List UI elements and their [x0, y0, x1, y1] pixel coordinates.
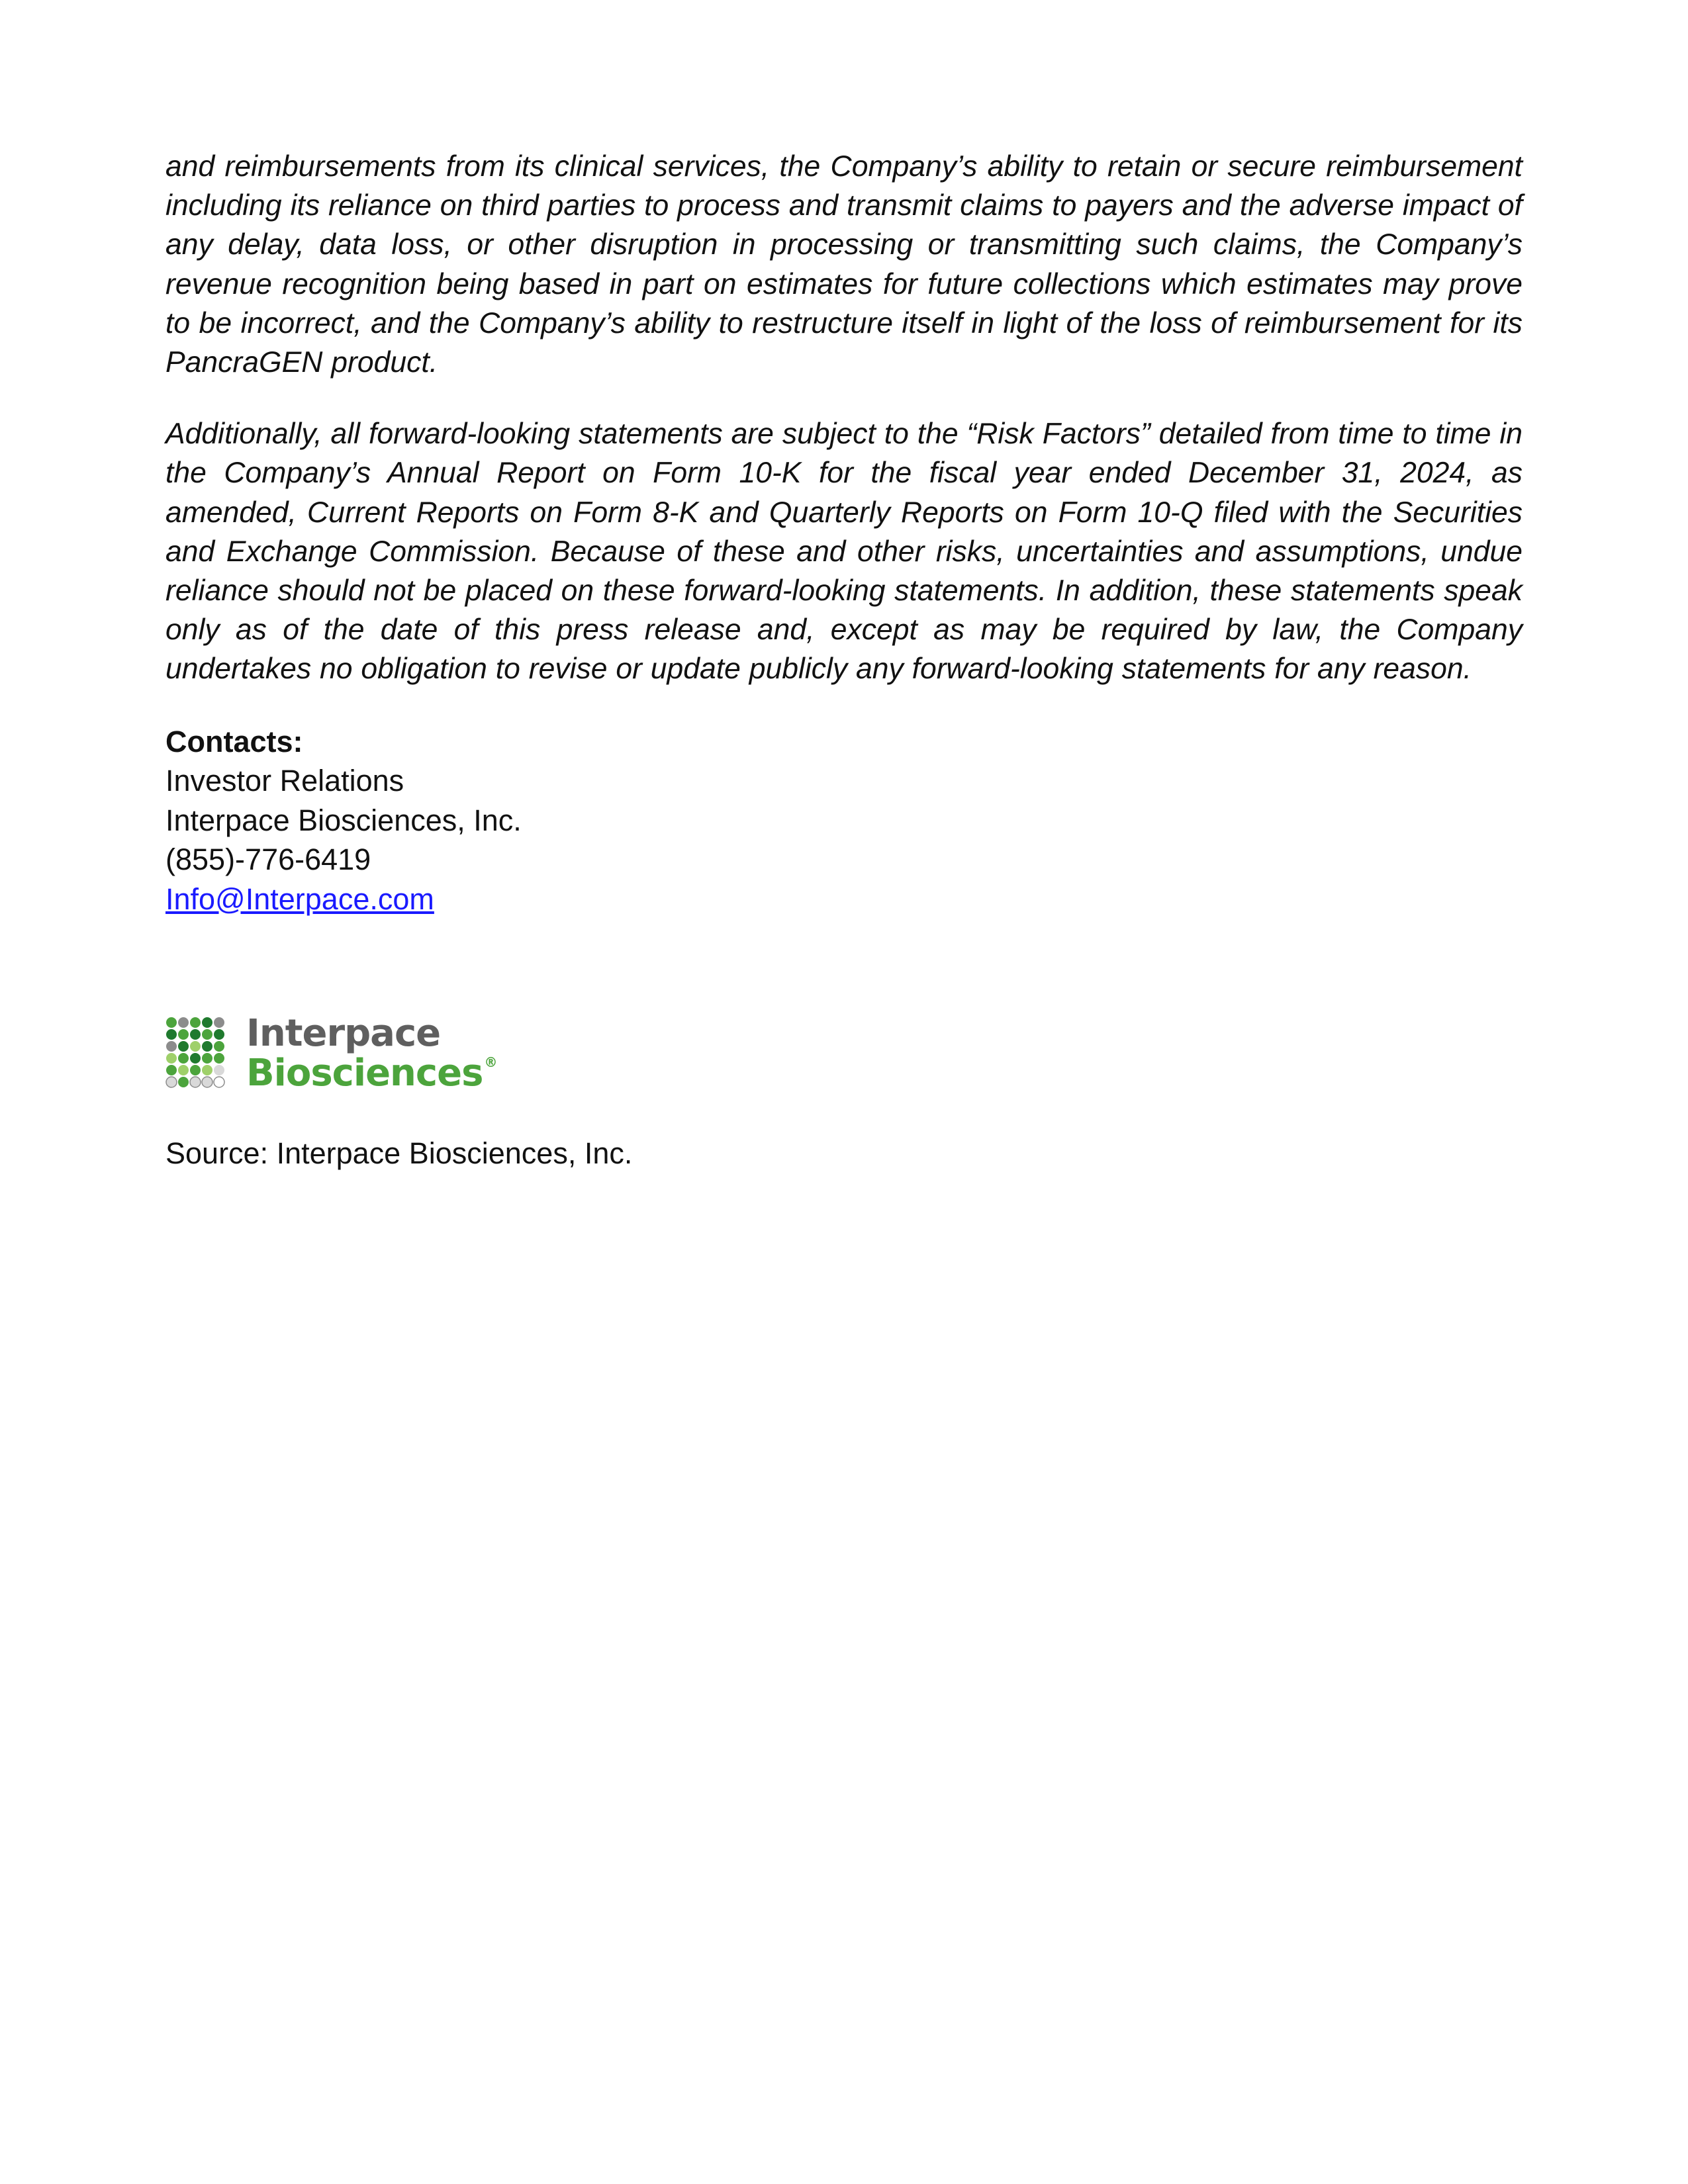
logo-dot-grid-icon	[165, 1017, 226, 1091]
company-logo	[165, 1013, 1523, 1094]
contacts-company: Interpace Biosciences, Inc.	[165, 803, 522, 837]
registered-mark: ®	[484, 1054, 497, 1071]
body-paragraph-1: and reimbursements from its clinical services, the Company’s ability to retain or secure reimbursement including its reliance on third parties to process and transmit claims to payers and the adverse impact of any delay, data loss, or other disruption in processing or transmitting such claims, the Company’s revenue recognition being based in part on estimates for future collections which estimates may prove to be incorrect, and the Company’s ability to restructure itself in light of the loss of reimbursement for its PancraGEN product.	[165, 150, 1523, 379]
source-line: Source: Interpace Biosciences, Inc.	[165, 1136, 633, 1171]
logo-wordmark	[246, 1012, 497, 1095]
contacts-phone: (855)-776-6419	[165, 842, 371, 877]
logo-wordmark-line1: Interpace	[246, 1012, 441, 1056]
contacts-department: Investor Relations	[165, 764, 404, 798]
logo-wordmark-line2-text: Biosciences	[246, 1052, 483, 1095]
document-page	[165, 147, 1523, 1173]
logo-wordmark-line2	[246, 1052, 497, 1095]
contacts-block	[165, 722, 1523, 919]
body-paragraph-2: Additionally, all forward-looking statements are subject to the “Risk Factors” detailed from time to time in the Company’s Annual Report on Form 10-K for the fiscal year ended December 31, 2024, as amended, Current Reports on Form 8-K and Quarterly Reports on Form 10-Q filed with the Securities and Exchange Commission. Because of these and other risks, uncertainties and assumptions, undue reliance should not be placed on these forward-looking statements. In addition, these statements speak only as of the date of this press release and, except as may be required by law, the Company undertakes no obligation to revise or update publicly any forward-looking statements for any reason.	[165, 418, 1523, 686]
contacts-heading: Contacts:	[165, 724, 303, 758]
contacts-email-link[interactable]: Info@Interpace.com	[165, 882, 434, 916]
